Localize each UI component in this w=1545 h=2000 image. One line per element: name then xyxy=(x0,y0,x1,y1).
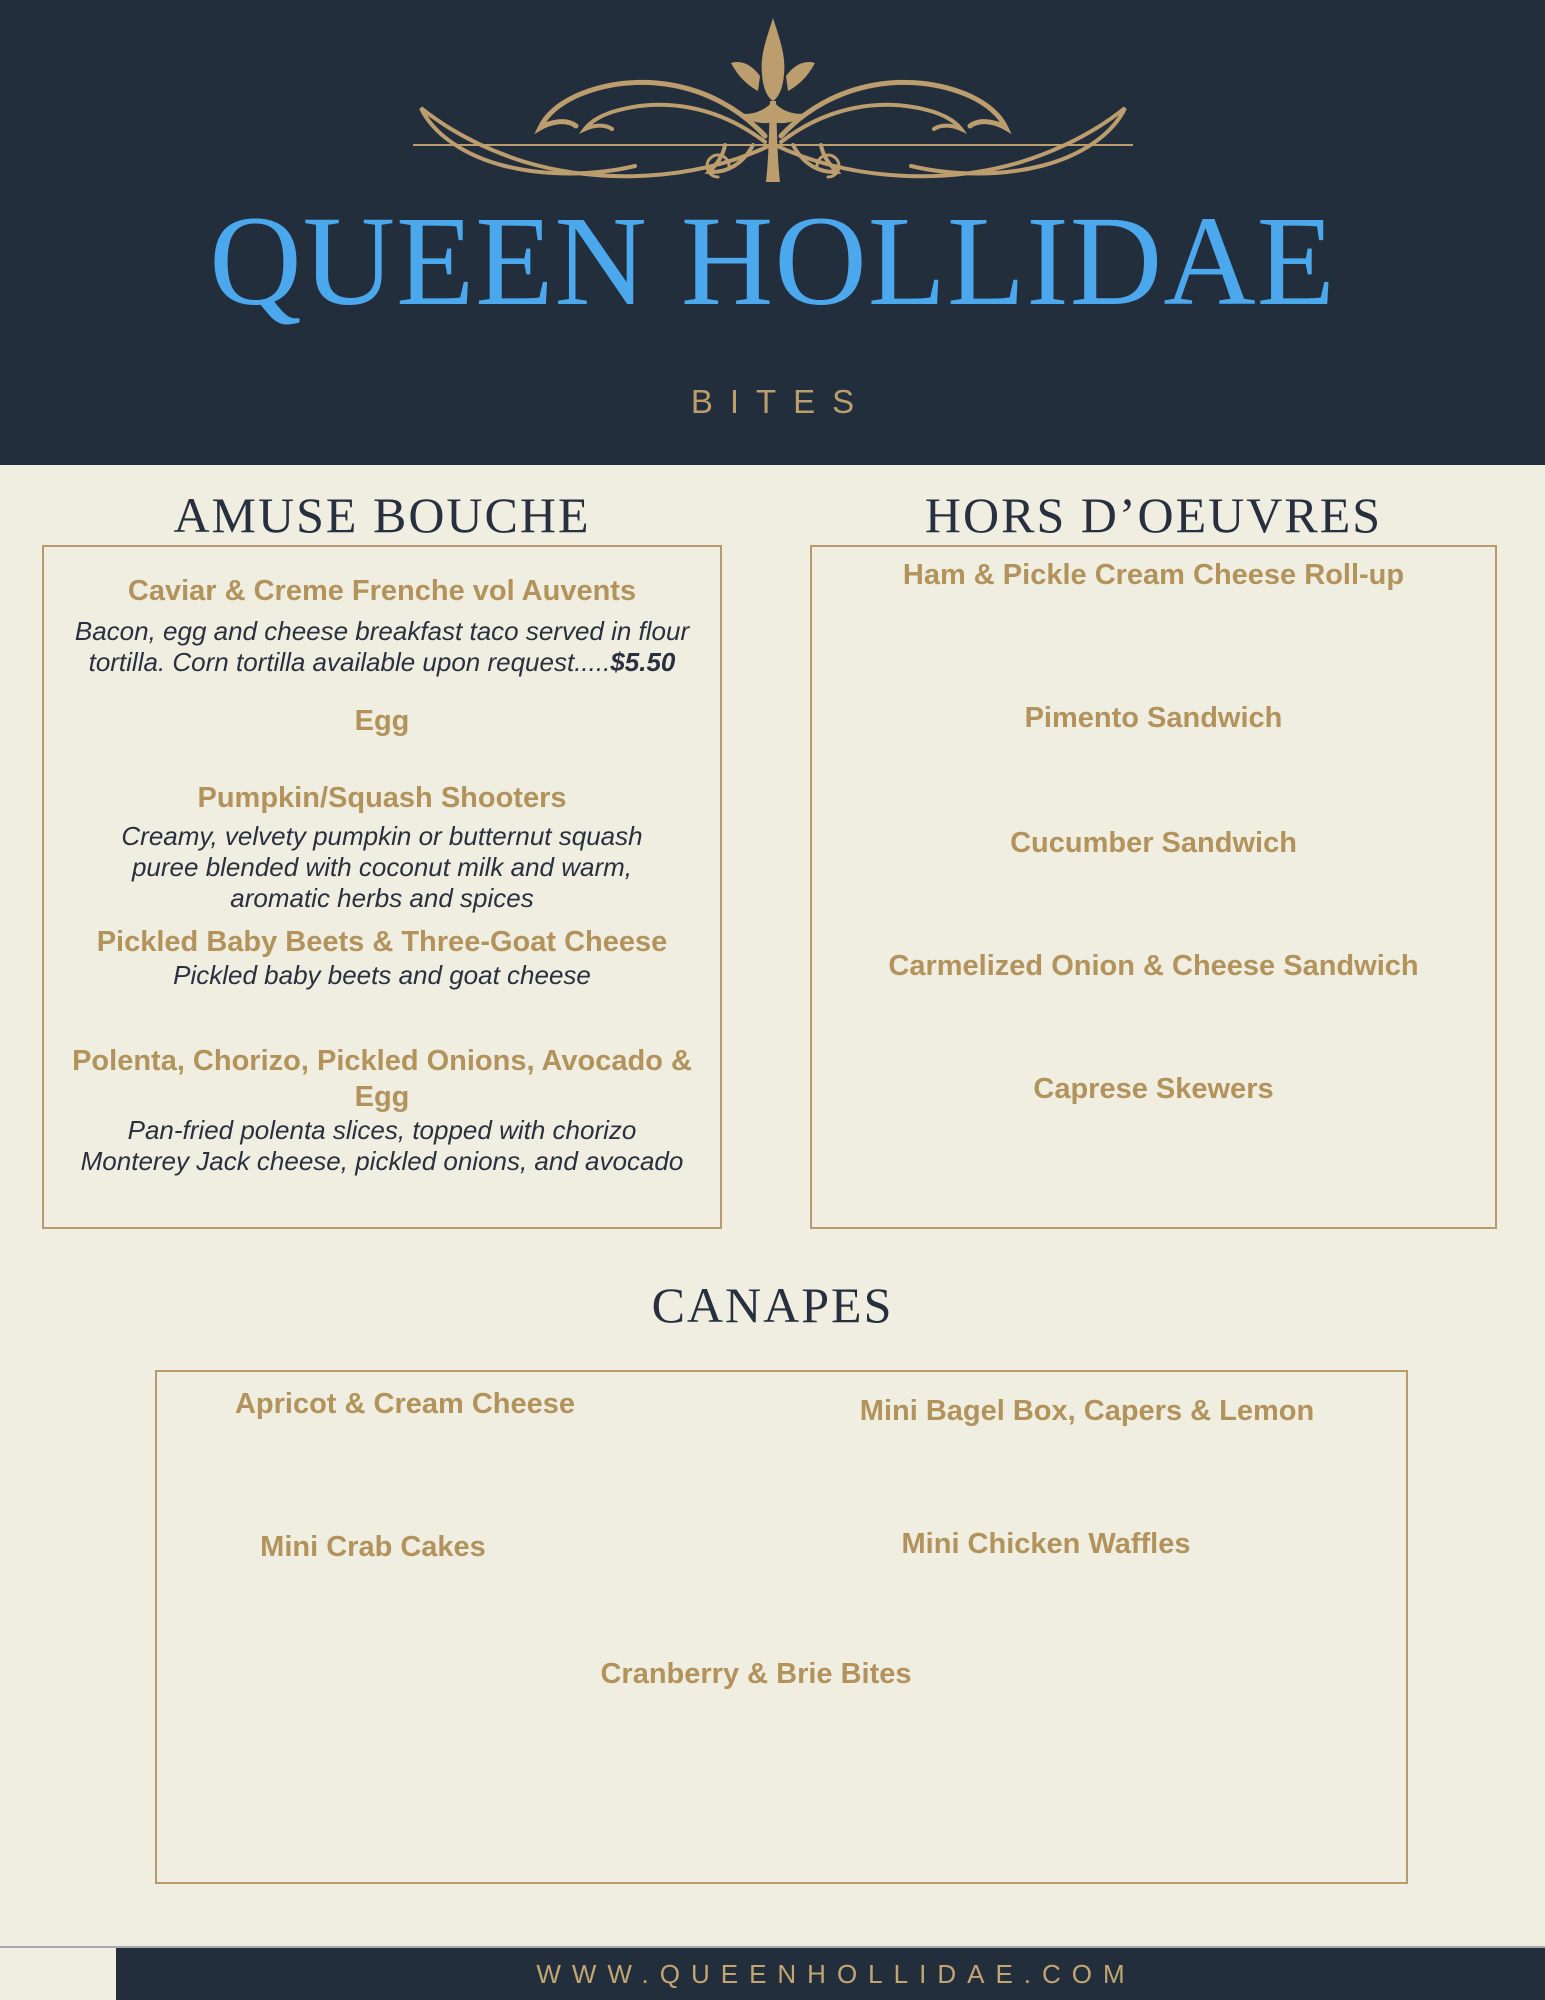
desc-line: Monterey Jack cheese, pickled onions, and avocado xyxy=(80,1146,684,1176)
canapes-panel xyxy=(155,1370,1408,1884)
footer-banner xyxy=(116,1948,1545,2000)
menu-item-desc xyxy=(44,821,720,914)
item-price: $5.50 xyxy=(610,647,676,677)
flourish-ornament xyxy=(413,14,1133,189)
header-banner xyxy=(0,0,1545,465)
desc-line: Bacon, egg and cheese breakfast taco served in flour xyxy=(74,616,690,646)
section-title-amuse-bouche: AMUSE BOUCHE xyxy=(173,487,591,543)
menu-item-name: Pumpkin/Squash Shooters xyxy=(197,782,567,814)
menu-item-name: Egg xyxy=(354,705,410,737)
desc-line: puree blended with coconut milk and warm, xyxy=(131,852,633,882)
desc-line: Pan-fried polenta slices, topped with chorizo xyxy=(127,1115,637,1145)
menu-item-name: Apricot & Cream Cheese xyxy=(234,1388,576,1420)
menu-item-name: Pickled Baby Beets & Three-Goat Cheese xyxy=(96,926,668,958)
brand-title: QUEEN HOLLIDAE xyxy=(209,190,1336,332)
menu-item-name: Pimento Sandwich xyxy=(1024,702,1283,734)
desc-line: tortilla. Corn tortilla available upon request..... xyxy=(88,647,611,677)
menu-item-desc: Pickled baby beets and goat cheese xyxy=(173,960,591,990)
menu-item-name: Mini Crab Cakes xyxy=(260,1531,486,1563)
desc-line: aromatic herbs and spices xyxy=(230,883,534,913)
menu-item-name: Cranberry & Brie Bites xyxy=(600,1658,912,1690)
website-url: WWW.QUEENHOLLIDAE.COM xyxy=(536,1959,1136,1989)
menu-item-name: Caviar & Creme Frenche vol Auvents xyxy=(127,575,637,607)
menu-item-desc xyxy=(44,1115,720,1177)
section-title-canapes: CANAPES xyxy=(651,1277,894,1333)
menu-item-name: Caprese Skewers xyxy=(1033,1073,1274,1105)
menu-item-desc xyxy=(44,616,720,678)
desc-line: Creamy, velvety pumpkin or butternut squash xyxy=(121,821,643,851)
section-title-hors-doeuvres: HORS D’OEUVRES xyxy=(924,487,1383,543)
menu-item-name: Ham & Pickle Cream Cheese Roll-up xyxy=(902,559,1405,591)
hors-doeuvres-panel xyxy=(810,545,1497,1229)
menu-item-name: Cucumber Sandwich xyxy=(1010,827,1297,859)
menu-item-name: Carmelized Onion & Cheese Sandwich xyxy=(888,950,1419,982)
menu-item-name: Polenta, Chorizo, Pickled Onions, Avocado & Egg xyxy=(72,1045,692,1113)
brand-tagline: BITES xyxy=(690,383,872,420)
menu-item-name: Mini Bagel Box, Capers & Lemon xyxy=(859,1395,1315,1427)
amuse-bouche-panel xyxy=(42,545,722,1229)
menu-item-name: Mini Chicken Waffles xyxy=(901,1528,1191,1560)
